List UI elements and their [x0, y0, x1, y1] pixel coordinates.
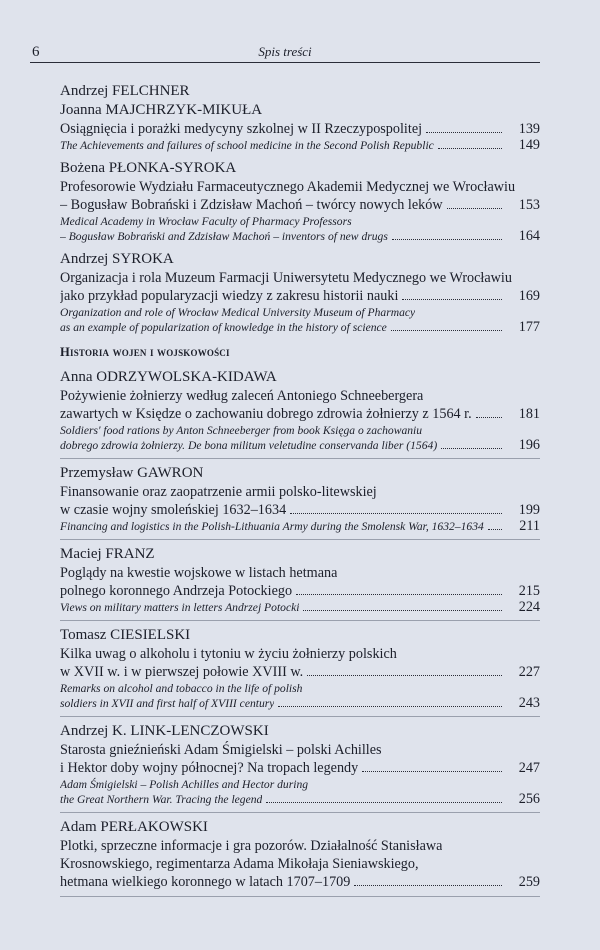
- title-text: w czasie wojny smoleńskiej 1632–1634: [60, 502, 287, 518]
- toc-entry: [60, 626, 540, 717]
- title-text: The Achievements and failures of school medicine in the Second Polish Republic: [60, 139, 434, 152]
- title-text: Adam Śmigielski – Polish Achilles and Hector during: [60, 778, 309, 791]
- entry-title-english: [60, 777, 540, 792]
- title-text: zawartych w Księdze o zachowaniu dobrego zdrowia żołnierzy z 1564 r.: [60, 406, 472, 422]
- toc-group-medicine: [60, 82, 540, 335]
- entry-title: [60, 663, 540, 681]
- entry-author: Adam PERŁAKOWSKI: [60, 819, 208, 835]
- entry-title: [60, 837, 540, 855]
- page-ref: 181: [518, 406, 540, 422]
- toc-entry: [60, 722, 540, 813]
- title-text: the Great Northern War. Tracing the legend: [60, 793, 263, 806]
- toc-entry: [60, 159, 540, 244]
- entry-author: Maciej FRANZ: [60, 546, 155, 562]
- dot-leader: [307, 675, 502, 676]
- entry-author: Joanna MAJCHRZYK-MIKUŁA: [60, 102, 263, 118]
- toc-entry: [60, 818, 540, 897]
- page-ref: 153: [518, 197, 540, 213]
- entry-title-english: [60, 696, 540, 711]
- toc-group-military: [60, 368, 540, 897]
- dot-leader: [488, 529, 502, 530]
- entry-title-english: [60, 792, 540, 807]
- dot-leader: [447, 208, 502, 209]
- title-text: Poglądy na kwestie wojskowe w listach hetmana: [60, 565, 338, 581]
- entry-title-english: [60, 681, 540, 696]
- dot-leader: [354, 885, 502, 886]
- title-text: Starosta gnieźnieński Adam Śmigielski – polski Achilles: [60, 742, 382, 758]
- page-ref: 196: [518, 437, 540, 453]
- title-text: hetmana wielkiego koronnego w latach 1707–1709: [60, 874, 351, 890]
- entry-author: Andrzej FELCHNER: [60, 83, 190, 99]
- page-ref: 199: [518, 502, 540, 518]
- title-text: Osiągnięcia i porażki medycyny szkolnej w II Rzeczypospolitej: [60, 121, 423, 137]
- entry-title: [60, 855, 540, 873]
- page-ref: 243: [518, 695, 540, 711]
- entry-title-english: [60, 423, 540, 438]
- title-text: Krosnowskiego, regimentarza Adama Mikołaja Sieniawskiego,: [60, 856, 419, 872]
- page-ref: 169: [518, 288, 540, 304]
- page-ref: 215: [518, 583, 540, 599]
- entry-title: [60, 287, 540, 305]
- title-text: polnego koronnego Andrzeja Potockiego: [60, 583, 293, 599]
- entry-author: Andrzej K. LINK-LENCZOWSKI: [60, 723, 269, 739]
- entry-title: [60, 645, 540, 663]
- entry-title-english: [60, 229, 540, 244]
- dot-leader: [402, 299, 502, 300]
- dot-leader: [438, 148, 502, 149]
- page-ref: 211: [519, 518, 540, 534]
- entry-title: [60, 178, 540, 196]
- entry-author: Andrzej SYROKA: [60, 251, 174, 267]
- entry-title: [60, 759, 540, 777]
- dot-leader: [266, 802, 502, 803]
- entry-title: [60, 582, 540, 600]
- page-ref: 164: [518, 228, 540, 244]
- title-text: Financing and logistics in the Polish-Lithuania Army during the Smolensk War, 1632–1634: [60, 520, 484, 533]
- dot-leader: [426, 132, 502, 133]
- entry-title: [60, 405, 540, 423]
- title-text: w XVII w. i w pierwszej połowie XVIII w.: [60, 664, 304, 680]
- entry-title-english: [60, 138, 540, 153]
- entry-title: [60, 387, 540, 405]
- toc-entry: [60, 82, 540, 153]
- entry-title-english: [60, 519, 540, 534]
- dot-leader: [441, 448, 502, 449]
- dot-leader: [290, 513, 502, 514]
- dot-leader: [476, 417, 502, 418]
- entry-title-english: [60, 305, 540, 320]
- dot-leader: [392, 239, 502, 240]
- title-text: Profesorowie Wydziału Farmaceutycznego Akademii Medycznej we Wrocławiu: [60, 179, 516, 195]
- entry-title: [60, 196, 540, 214]
- section-heading: [60, 343, 540, 361]
- entry-author: Przemysław GAWRON: [60, 465, 204, 481]
- title-text: – Bogusław Bobrański i Zdzisław Machoń – twórcy nowych leków: [60, 197, 443, 213]
- title-text: Views on military matters in letters Andrzej Potocki: [60, 601, 300, 614]
- page-ref: 227: [518, 664, 540, 680]
- entry-title: [60, 483, 540, 501]
- toc-entry: [60, 464, 540, 540]
- entry-title-english: [60, 320, 540, 335]
- dot-leader: [278, 706, 502, 707]
- title-text: soldiers in XVII and first half of XVIII century: [60, 697, 275, 710]
- title-text: jako przykład popularyzacji wiedzy z zakresu historii nauki: [60, 288, 399, 304]
- page-ref: 139: [518, 121, 540, 137]
- entry-author: Tomasz CIESIELSKI: [60, 627, 191, 643]
- title-text: Medical Academy in Wrocław Faculty of Pharmacy Professors: [60, 215, 352, 228]
- entry-title: [60, 501, 540, 519]
- title-text: – Bogusław Bobrański and Zdzisław Machoń – inventors of new drugs: [60, 230, 388, 243]
- page-ref: 259: [518, 874, 540, 890]
- entry-author: Anna ODRZYWOLSKA-KIDAWA: [60, 369, 277, 385]
- entry-author: Bożena PŁONKA-SYROKA: [60, 160, 237, 176]
- entry-title: [60, 741, 540, 759]
- running-header: [30, 44, 540, 63]
- dot-leader: [296, 594, 502, 595]
- title-text: as an example of popularization of knowledge in the history of science: [60, 321, 387, 334]
- title-text: Soldiers' food rations by Anton Schneeberger from book Księga o zachowaniu: [60, 424, 423, 437]
- entry-title-english: [60, 600, 540, 615]
- entry-title: [60, 120, 540, 138]
- title-text: i Hektor doby wojny północnej? Na tropach legendy: [60, 760, 359, 776]
- title-text: Plotki, sprzeczne informacje i gra pozorów. Działalność Stanisława: [60, 838, 443, 854]
- page-ref: 149: [518, 137, 540, 153]
- entry-title-english: [60, 214, 540, 229]
- entry-title: [60, 269, 540, 287]
- title-text: Remarks on alcohol and tobacco in the life of polish: [60, 682, 303, 695]
- title-text: dobrego zdrowia żołnierzy. De bona militum veletudine conservanda liber (1564): [60, 439, 438, 452]
- dot-leader: [391, 330, 502, 331]
- page-ref: 224: [518, 599, 540, 615]
- entry-title-english: [60, 438, 540, 453]
- title-text: Organizacja i rola Muzeum Farmacji Uniwersytetu Medycznego we Wrocławiu: [60, 270, 512, 286]
- page-ref: 177: [518, 319, 540, 335]
- title-text: Finansowanie oraz zaopatrzenie armii polsko-litewskiej: [60, 484, 377, 500]
- toc-entry: [60, 250, 540, 335]
- entry-title: [60, 873, 540, 891]
- page-number: 6: [32, 44, 40, 60]
- page-ref: 247: [518, 760, 540, 776]
- page-ref: 256: [518, 791, 540, 807]
- title-text: Kilka uwag o alkoholu i tytoniu w życiu żołnierzy polskich: [60, 646, 397, 662]
- dot-leader: [303, 610, 502, 611]
- table-of-contents: [60, 82, 540, 902]
- dot-leader: [362, 771, 502, 772]
- running-title: Spis treści: [258, 44, 312, 59]
- toc-entry: [60, 545, 540, 621]
- section-title: Historia wojen i wojskowości: [60, 345, 230, 359]
- entry-title: [60, 564, 540, 582]
- title-text: Pożywienie żołnierzy według zaleceń Antoniego Schneebergera: [60, 388, 424, 404]
- title-text: Organization and role of Wrocław Medical University Museum of Pharmacy: [60, 306, 416, 319]
- toc-entry: [60, 368, 540, 459]
